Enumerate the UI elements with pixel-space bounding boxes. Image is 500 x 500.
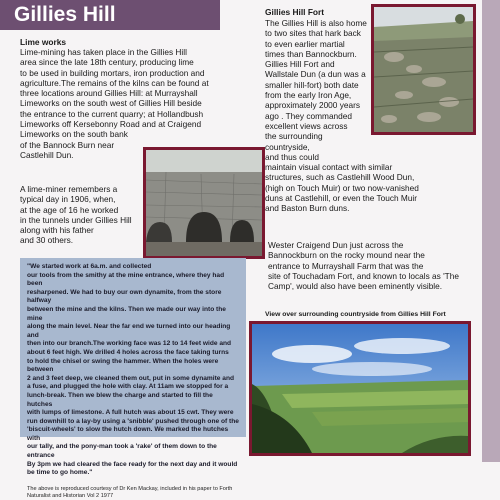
lime-works-paragraph: Lime-mining has taken place in the Gillies Hill area since the late 18th century, producing lime to be used in building mortars, iron production and agriculture.The remains of the kilns can be found at three locations around Gillies Hill: at Murrayshall Limeworks on the south west of Gillies Hill beside the entrance to the current quarry; at Hollandbush Limeworks off Kersebonny Road and at Craigend Limeworks on the south bank of the Bannock Burn near Castlehill Dun. — [20, 47, 209, 160]
lime-kiln-photo — [143, 147, 265, 259]
miner-quote-box — [20, 258, 246, 500]
lime-miner-intro: A lime-miner remembers a typical day in 1906, when, at the age of 16 he worked in the tunnels under Gillies Hill along with his father and 30 others. — [20, 184, 132, 246]
fort-paragraph: The Gillies Hill is also home to two sites that hark back to even earlier martial times than Bannockburn. Gillies Hill Fort and Wallstale Dun (a dun was a smaller hill-fort) both date from the early Iron Age, approximately 2000 years ago . They commanded excellent views across the surrounding countryside, and thus could maintain visual contact with similar structures, such as Castlehill Wood Dun, (high on Touch Muir) or two now-vanished duns at Castlehill, or even the Touch Muir and Baston Burn duns. — [265, 18, 419, 214]
quote-credit: The above is reproduced courtesy of Dr Ken Mackay, included in his paper to Forth Naturalist and Historian Vol 2 1977 — [27, 485, 233, 500]
miner-quote: "We started work at 6a.m. and collected our tools from the smithy at the mine entrance, where they had been resharpened. We had to buy our own dynamite, from the store halfway between the mine and the kilns. Then we made our way into the mine along the main level. Near the far end we turned into our heading and then into our branch.The working face was 12 to 14 feet wide and about 6 feet high. We drilled 4 holes across the face taking turns to hold the chisel or swing the hammer. When the holes were between 2 and 3 feet deep, we cleaned them out, put in some dynamite and a fuse, and plugged the hole with clay. At 11am we stopped for a lunch-break. Then we blew the charge and started to fill the hutches with lumps of limestone. A full hutch was about 15 cwt. They were run downhill to a lay-by using a 'snibble' pushed through one of the 'biscuit-wheels' to slow the hutch down. We marked the hutches with our tally, and the pony-man took a 'rake' of them down to the entrance By 3pm we had cleared the face ready for the next day and it would be time to go home." — [27, 263, 239, 477]
lime-works-heading: Lime works — [20, 37, 67, 47]
craigend-dun-paragraph: Wester Craigend Dun just across the Bannockburn on the rocky mound near the entrance to Murrayshall Farm that was the site of Touchadam Fort, and known to locals as 'The Camp', would also have been eminently visible. — [268, 240, 459, 292]
page-title: Gillies Hill — [0, 0, 220, 30]
fort-heading: Gillies Hill Fort — [265, 7, 325, 17]
countryside-photo — [249, 321, 471, 456]
photo-caption: View over surrounding countryside from Gillies Hill Fort — [265, 311, 446, 318]
